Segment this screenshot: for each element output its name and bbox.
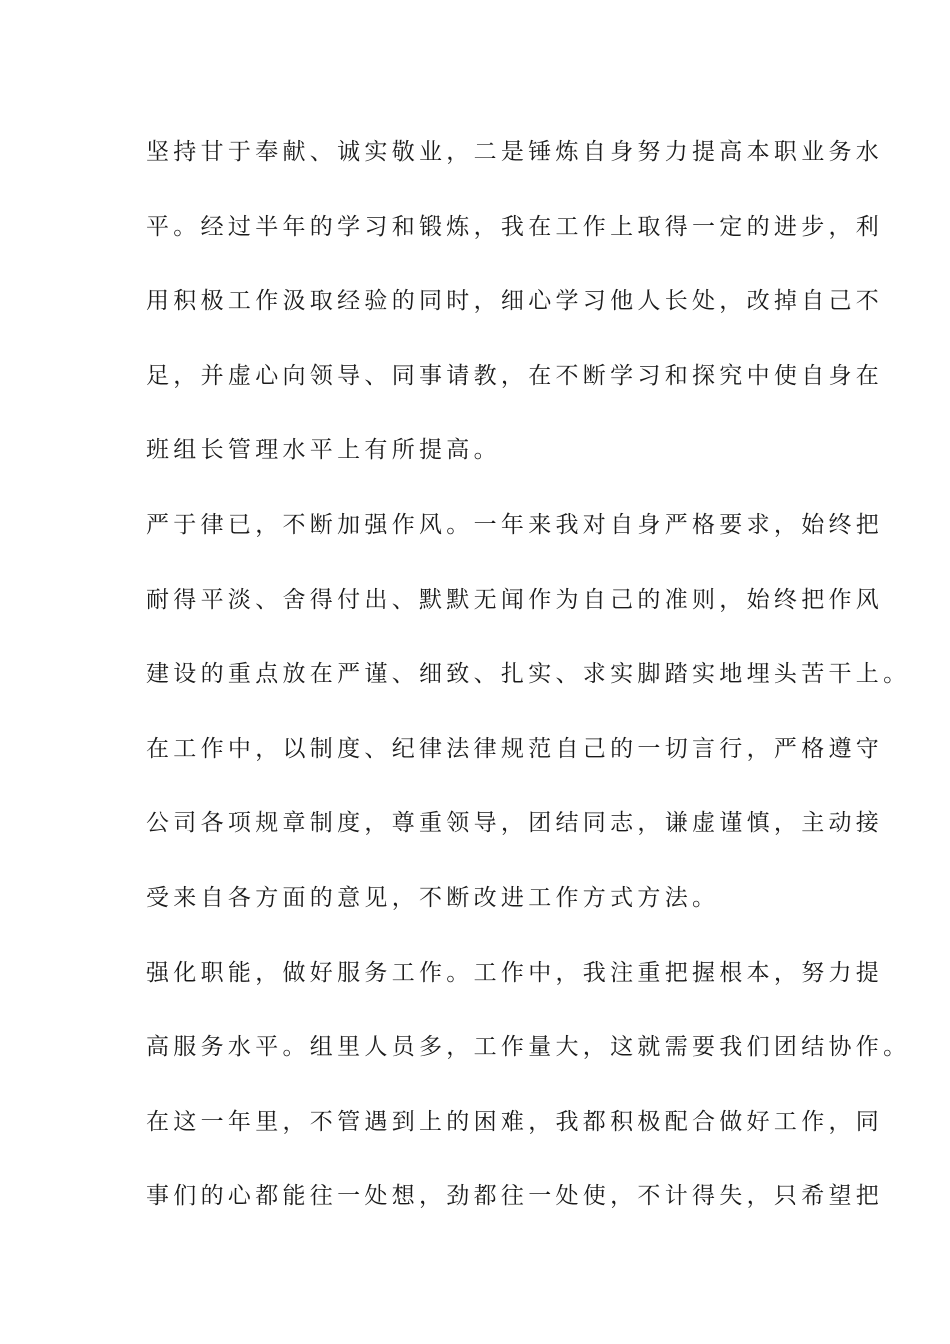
text-line: 班组长管理水平上有所提高。 [146,437,501,464]
text-line: 耐得平淡、舍得付出、默默无闻作为自己的准则，始终把作风 [146,586,884,613]
text-line: 严于律已，不断加强作风。一年来我对自身严格要求，始终把 [146,511,884,538]
text-line: 建设的重点放在严谨、细致、扎实、求实脚踏实地埋头苦干上。 [146,661,911,688]
text-line: 平。经过半年的学习和锻炼，我在工作上取得一定的进步，利 [146,213,884,240]
document-body [146,134,911,1253]
text-line: 在这一年里，不管遇到上的困难，我都积极配合做好工作，同 [146,1108,884,1135]
text-line: 坚持甘于奉献、诚实敬业，二是锤炼自身努力提高本职业务水 [146,139,884,165]
text-line: 强化职能，做好服务工作。工作中，我注重把握根本，努力提 [146,959,884,986]
text-line: 公司各项规章制度，尊重领导，团结同志，谦虚谨慎，主动接 [146,810,884,837]
text-line: 用积极工作汲取经验的同时，细心学习他人长处，改掉自己不 [146,288,884,315]
text-line: 事们的心都能往一处想，劲都往一处使，不计得失，只希望把 [146,1183,884,1210]
text-line: 在工作中，以制度、纪律法律规范自己的一切言行，严格遵守 [146,735,884,762]
text-line: 高服务水平。组里人员多，工作量大，这就需要我们团结协作。 [146,1034,911,1061]
text-line: 受来自各方面的意见，不断改进工作方式方法。 [146,884,720,911]
text-line: 足，并虚心向领导、同事请教，在不断学习和探究中使自身在 [146,362,884,389]
